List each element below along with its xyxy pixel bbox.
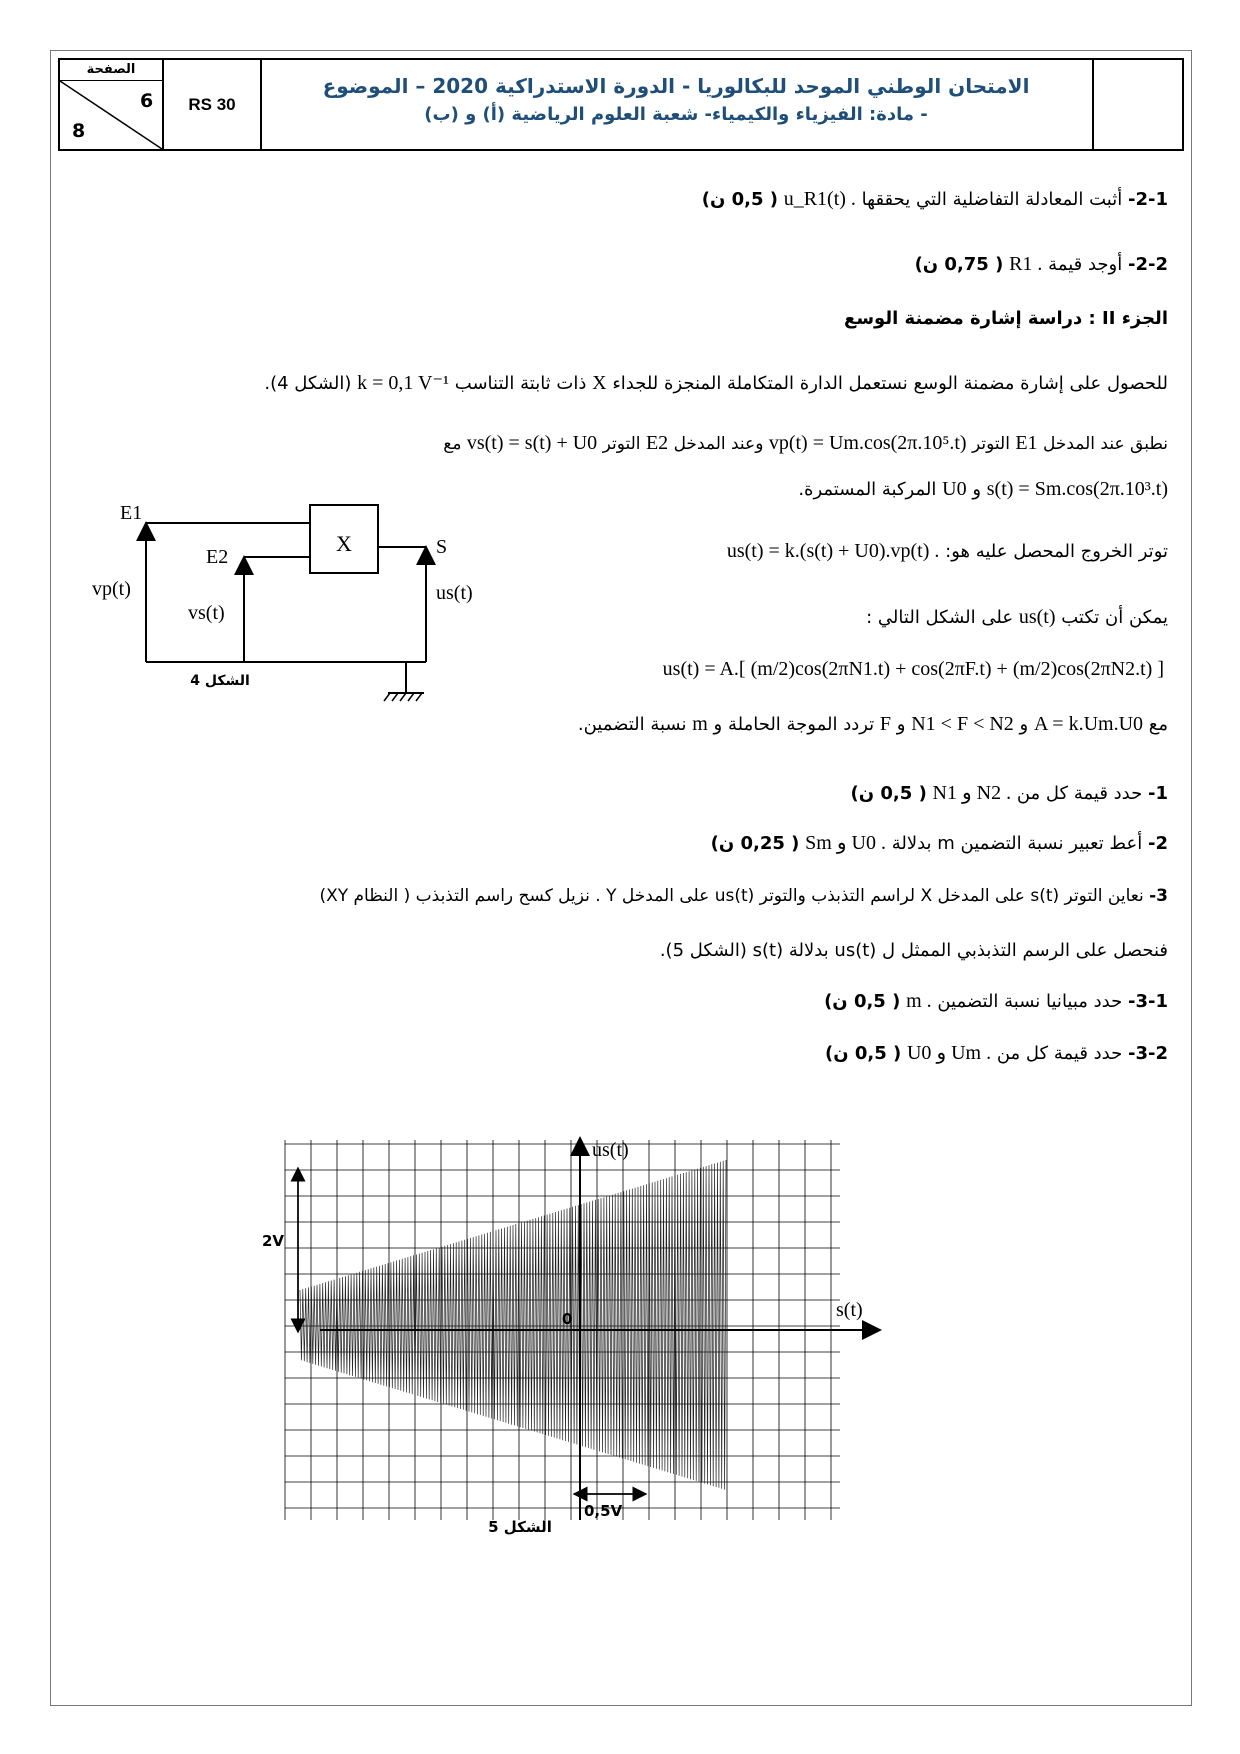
us-label: us(t) xyxy=(436,582,473,604)
page-total: 8 xyxy=(72,120,86,142)
output-voltage: توتر الخروج المحصل عليه هو: us(t) = k.(s(t) + U0).vp(t) . xyxy=(726,540,1168,562)
y-axis-label: us(t) xyxy=(592,1139,629,1161)
e2-label: E2 xyxy=(206,546,229,568)
task-3: 3- نعاين التوتر s(t) على المدخل X لراسم التذبذب والتوتر us(t) على المدخل Y . نزيل كسح راسم التذبذب ( النظام XY) xyxy=(319,886,1168,906)
vs-label: vs(t) xyxy=(188,602,225,624)
exam-code: RS 30 xyxy=(188,95,236,114)
apply-inputs-2: s(t) = Sm.cos(2π.10³.t) و U0 المركبة المستمرة. xyxy=(798,478,1168,500)
exam-header xyxy=(58,58,1184,151)
lissajous-trace xyxy=(300,1160,726,1490)
task-1: 1- حدد قيمة كل من N1 و N2 . ( 0,5 ن) xyxy=(850,782,1168,804)
exam-title: الامتحان الوطني الموحد للبكالوريا - الدورة الاستدراكية 2020 – الموضوع xyxy=(322,74,1030,98)
task-2: 2- أعط تعبير نسبة التضمين m بدلالة Sm و U0 . ( 0,25 ن) xyxy=(710,832,1168,854)
page-number: 6 xyxy=(140,90,154,112)
exam-titles xyxy=(260,60,1092,149)
question-2-1: 2-1- أثبت المعادلة التفاضلية التي يحققها u_R1(t) . ( 0,5 ن) xyxy=(701,188,1168,210)
page-label: الصفحة xyxy=(86,62,136,77)
task-3-2: 3-2- حدد قيمة كل من U0 و Um . ( 0,5 ن) xyxy=(825,1042,1168,1064)
question-2-2: 2-2- أوجد قيمة R1 . ( 0,75 ن) xyxy=(914,253,1168,275)
apply-inputs: نطبق عند المدخل E1 التوتر vp(t) = Um.cos(2π.10⁵.t) وعند المدخل E2 التوتر vs(t) = s(t) + U0 مع xyxy=(443,432,1168,454)
figure-4-caption: الشكل 4 xyxy=(190,673,250,689)
y-scale-label: 2V xyxy=(262,1232,285,1250)
part-2-intro: للحصول على إشارة مضمنة الوسع نستعمل الدارة المتكاملة المنجزة للجداء X ذات ثابتة التناسب k = 0,1 V⁻¹ (الشكل 4). xyxy=(264,372,1168,394)
e1-label: E1 xyxy=(120,502,143,524)
us-formula: us(t) = A.[ (m/2)cos(2πN1.t) + cos(2πF.t) + (m/2)cos(2πN2.t) ] xyxy=(662,658,1164,680)
task-3-1: 3-1- حدد مبيانيا نسبة التضمين m . ( 0,5 ن) xyxy=(824,990,1168,1012)
multiplier-label: X xyxy=(336,531,352,556)
s-label: S xyxy=(436,536,448,558)
page-indicator xyxy=(60,60,162,149)
figure-5-caption: الشكل 5 xyxy=(488,1518,552,1536)
formula-definitions: مع A = k.Um.U0 و N1 < F < N2 و F تردد الموجة الحاملة و m نسبة التضمين. xyxy=(577,713,1168,735)
exam-subject: - مادة: الفيزياء والكيمياء- شعبة العلوم الرياضية (أ) و (ب) xyxy=(424,104,928,125)
trace-path xyxy=(300,1160,726,1490)
task-3-line-2: فنحصل على الرسم التذبذبي الممثل ل us(t) بدلالة s(t) (الشكل 5). xyxy=(659,940,1168,961)
part-2-title: الجزء II : دراسة إشارة مضمنة الوسع xyxy=(844,308,1168,329)
write-form: يمكن أن تكتب us(t) على الشكل التالي : xyxy=(866,606,1168,628)
x-axis-label: s(t) xyxy=(836,1299,863,1321)
vp-label: vp(t) xyxy=(92,578,131,600)
origin-label: 0 xyxy=(562,1310,573,1328)
x-scale-label: 0,5V xyxy=(584,1502,623,1520)
oscilloscope-graph xyxy=(240,1120,900,1540)
circuit-diagram xyxy=(80,495,500,710)
